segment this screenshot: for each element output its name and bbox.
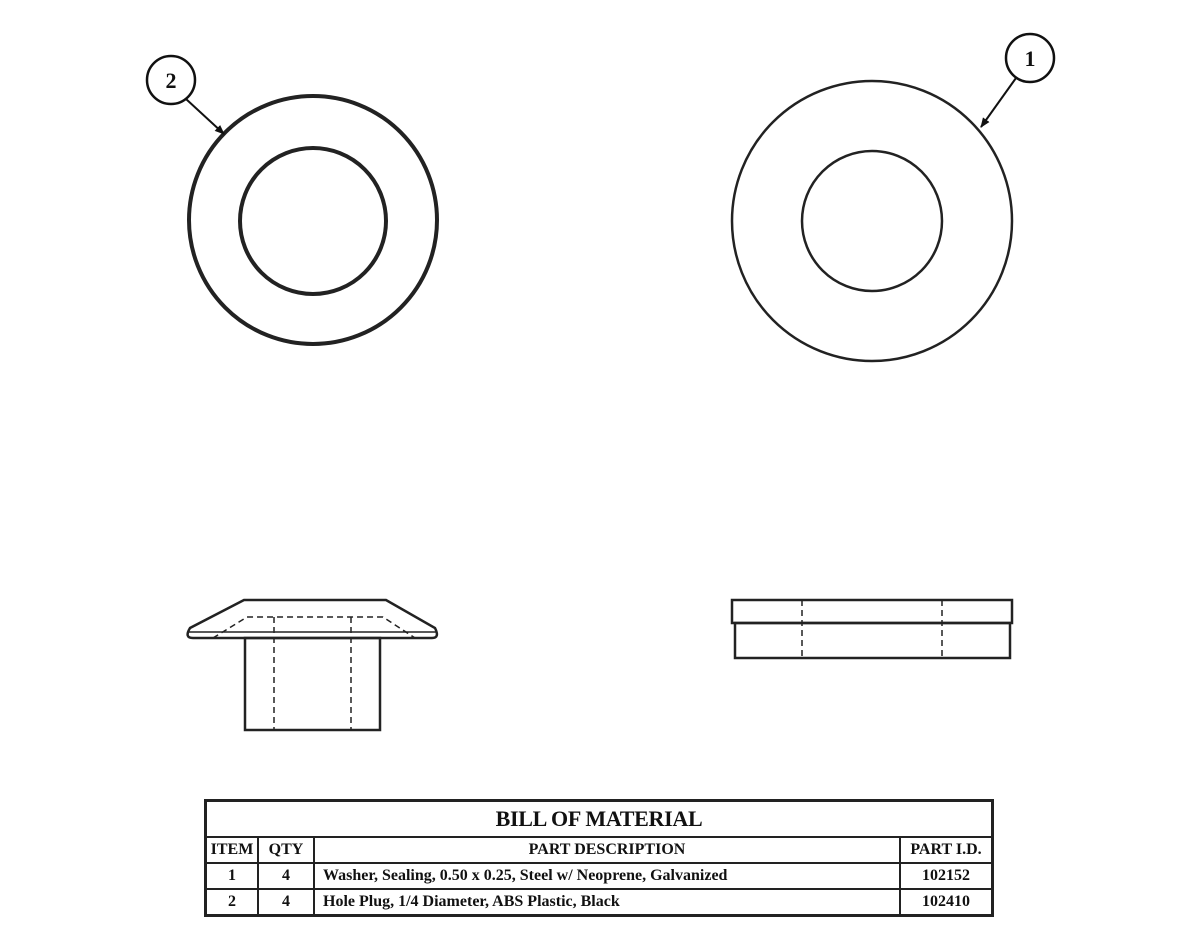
row-description: Washer, Sealing, 0.50 x 0.25, Steel w/ Neoprene, Galvanized [314, 863, 900, 889]
bill-of-material-table [204, 799, 994, 917]
hole-plug-side-view [188, 600, 437, 730]
washer-side-view [732, 600, 1012, 658]
header-item: ITEM [206, 837, 259, 863]
balloon-item-1 [981, 34, 1054, 127]
row-qty: 4 [258, 863, 314, 889]
row-description: Hole Plug, 1/4 Diameter, ABS Plastic, Black [314, 889, 900, 916]
hole-plug-top-view [189, 96, 437, 344]
header-description: PART DESCRIPTION [314, 837, 900, 863]
balloon-item-2 [147, 56, 224, 134]
row-qty: 4 [258, 889, 314, 916]
washer-top-view [732, 81, 1012, 361]
bom-header-row [206, 837, 993, 863]
table-row [206, 863, 993, 889]
balloon-label-2: 2 [165, 68, 177, 93]
header-qty: QTY [258, 837, 314, 863]
bom-title: BILL OF MATERIAL [206, 801, 993, 838]
header-part-id: PART I.D. [900, 837, 993, 863]
row-part-id: 102152 [900, 863, 993, 889]
row-item: 2 [206, 889, 259, 916]
row-part-id: 102410 [900, 889, 993, 916]
balloon-label-1: 1 [1024, 46, 1036, 71]
table-row [206, 889, 993, 916]
row-item: 1 [206, 863, 259, 889]
